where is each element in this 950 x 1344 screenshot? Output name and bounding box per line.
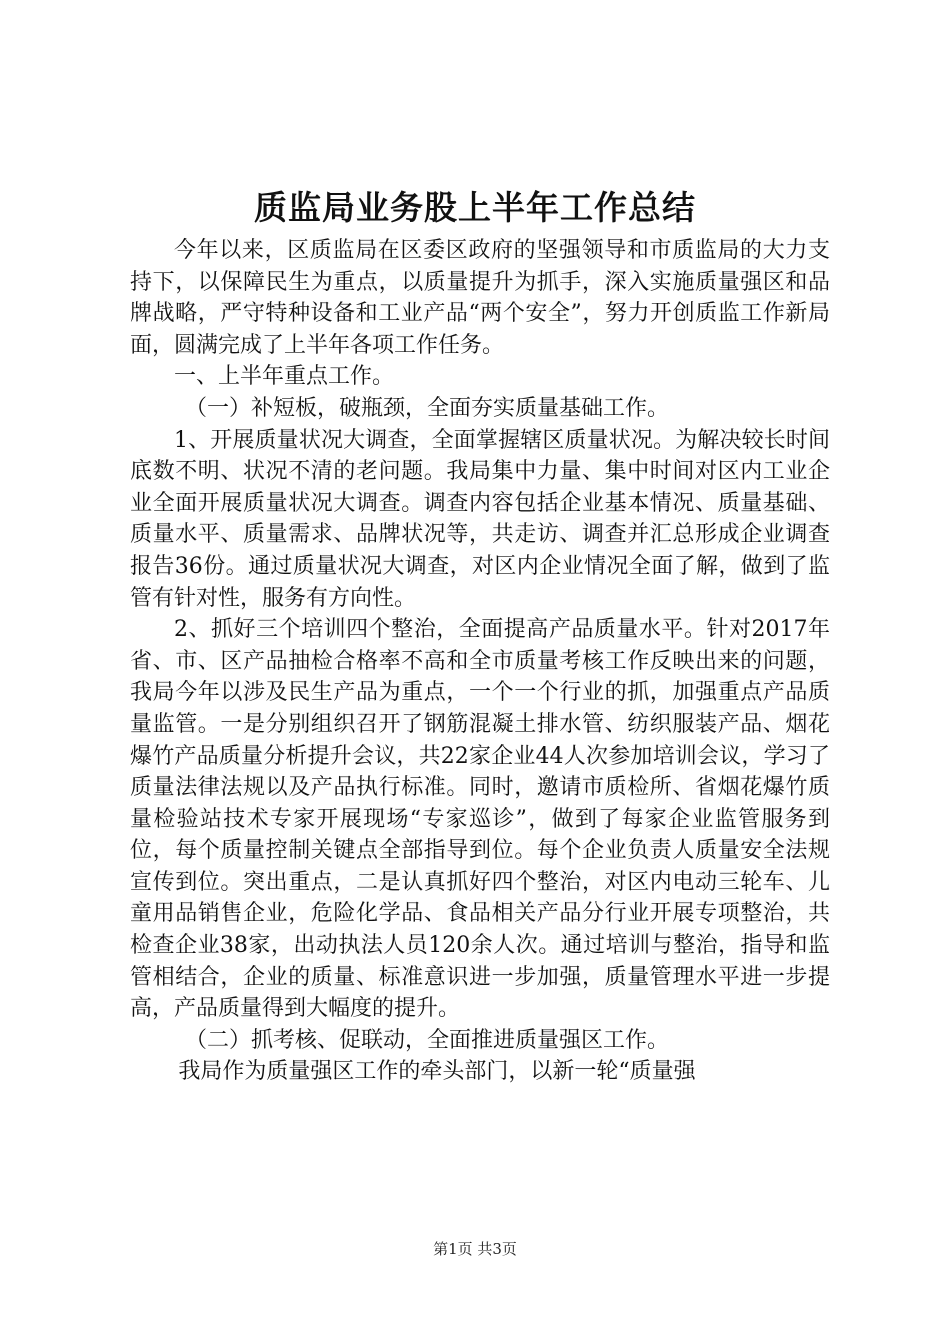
- subsection-heading-2: （二）抓考核、促联动，全面推进质量强区工作。: [185, 1027, 670, 1053]
- intro-paragraph: 今年以来，区质监局在区委区政府的坚强领导和市质监局的大力支持下，以保障民生为重点，以质量提升为抓手，深入实施质量强区和品牌战略，严守特种设备和工业产品“两个安全”，努力开创质监工作新局面，圆满完成了上半年各项工作任务。: [130, 238, 830, 358]
- body-paragraph-1: 1、开展质量状况大调查，全面掌握辖区质量状况。为解决较长时间底数不明、状况不清的老问题。我局集中力量、集中时间对区内工业企业全面开展质量状况大调查。调查内容包括企业基本情况、质量基础、质量水平、质量需求、品牌状况等，共走访、调查并汇总形成企业调查报告36份。通过质量状况大调查，对区内企业情况全面了解，做到了监管有针对性，服务有方向性。: [130, 427, 830, 611]
- body-paragraph-3: 我局作为质量强区工作的牵头部门，以新一轮“质量强: [178, 1059, 696, 1085]
- section-heading-1: 一、上半年重点工作。: [174, 364, 395, 390]
- page-footer: 第1页 共3页: [433, 1240, 517, 1258]
- document-title: 质监局业务股上半年工作总结: [254, 188, 696, 227]
- body-paragraph-2: 2、抓好三个培训四个整治，全面提高产品质量水平。针对2017年省、市、区产品抽检合格率不高和全市质量考核工作反映出来的问题，我局今年以涉及民生产品为重点，一个一个行业的抓，加强重点产品质量监管。一是分别组织召开了钢筋混凝土排水管、纺织服装产品、烟花爆竹产品质量分析提升会议，共22家企业44人次参加培训会议，学习了质量法律法规以及产品执行标准。同时，邀请市质检所、省烟花爆竹质量检验站技术专家开展现场“专家巡诊”，做到了每家企业监管服务到位，每个质量控制关键点全部指导到位。每个企业负责人质量安全法规宣传到位。突出重点，二是认真抓好四个整治，对区内电动三轮车、儿童用品销售企业，危险化学品、食品相关产品分行业开展专项整治，共检查企业38家，出动执法人员120余人次。通过培训与整治，指导和监管相结合，企业的质量、标准意识进一步加强，质量管理水平进一步提高，产品质量得到大幅度的提升。: [130, 617, 830, 1022]
- document-body: [130, 235, 830, 1088]
- subsection-heading-1: （一）补短板，破瓶颈，全面夯实质量基础工作。: [185, 395, 670, 421]
